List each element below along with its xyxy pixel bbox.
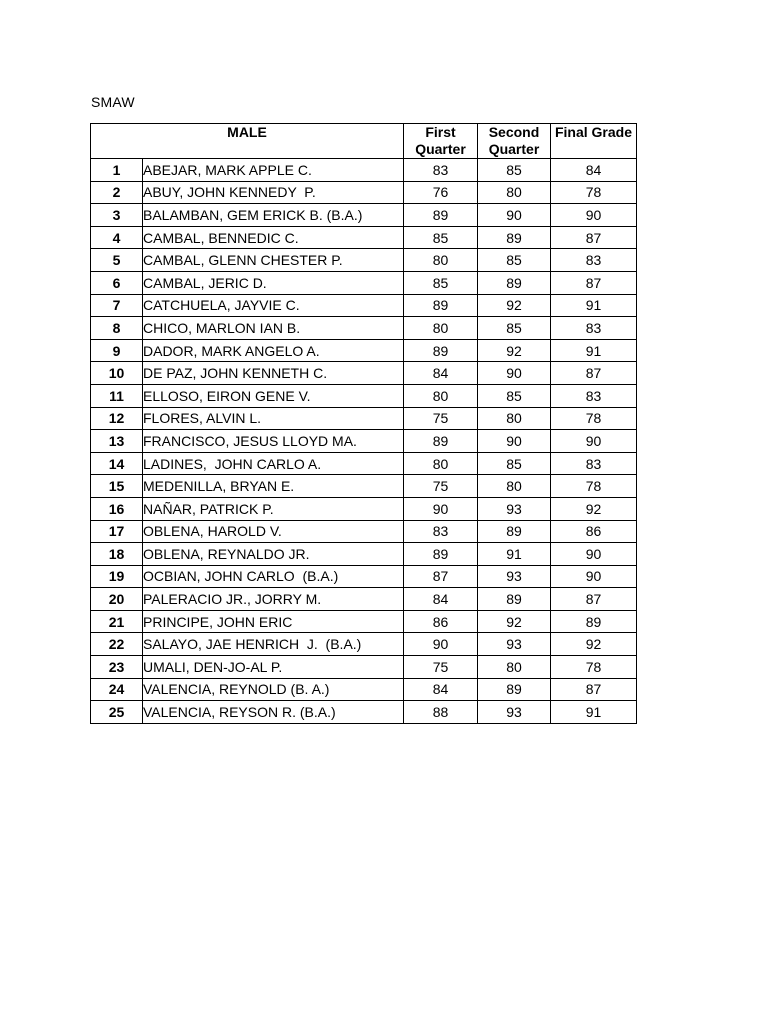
final-grade: 91 xyxy=(551,701,637,724)
grades-table xyxy=(90,123,637,724)
table-row xyxy=(91,362,637,385)
table-row xyxy=(91,430,637,453)
final-grade: 87 xyxy=(551,271,637,294)
row-number: 25 xyxy=(91,701,143,724)
grades-table-body xyxy=(91,159,637,724)
table-row xyxy=(91,159,637,182)
final-grade: 89 xyxy=(551,610,637,633)
table-row xyxy=(91,407,637,430)
table-row xyxy=(91,633,637,656)
first-quarter-grade: 83 xyxy=(404,159,478,182)
row-number: 14 xyxy=(91,452,143,475)
first-quarter-grade: 89 xyxy=(404,430,478,453)
row-number: 8 xyxy=(91,317,143,340)
header-second-quarter: Second Quarter xyxy=(478,124,551,159)
student-name: OCBIAN, JOHN CARLO (B.A.) xyxy=(143,565,404,588)
first-quarter-grade: 83 xyxy=(404,520,478,543)
table-row xyxy=(91,701,637,724)
table-row xyxy=(91,588,637,611)
final-grade: 87 xyxy=(551,588,637,611)
student-name: DE PAZ, JOHN KENNETH C. xyxy=(143,362,404,385)
second-quarter-grade: 92 xyxy=(478,339,551,362)
table-row xyxy=(91,249,637,272)
student-name: CAMBAL, JERIC D. xyxy=(143,271,404,294)
student-name: SALAYO, JAE HENRICH J. (B.A.) xyxy=(143,633,404,656)
header-first-quarter: First Quarter xyxy=(404,124,478,159)
row-number: 23 xyxy=(91,656,143,679)
row-number: 3 xyxy=(91,204,143,227)
final-grade: 78 xyxy=(551,656,637,679)
second-quarter-grade: 85 xyxy=(478,384,551,407)
table-row xyxy=(91,565,637,588)
first-quarter-grade: 88 xyxy=(404,701,478,724)
table-row xyxy=(91,339,637,362)
student-name: OBLENA, REYNALDO JR. xyxy=(143,543,404,566)
first-quarter-grade: 84 xyxy=(404,588,478,611)
student-name: DADOR, MARK ANGELO A. xyxy=(143,339,404,362)
table-row xyxy=(91,656,637,679)
row-number: 19 xyxy=(91,565,143,588)
final-grade: 90 xyxy=(551,543,637,566)
table-row xyxy=(91,294,637,317)
second-quarter-grade: 92 xyxy=(478,610,551,633)
first-quarter-grade: 84 xyxy=(404,362,478,385)
second-quarter-grade: 93 xyxy=(478,497,551,520)
first-quarter-grade: 75 xyxy=(404,475,478,498)
student-name: ABEJAR, MARK APPLE C. xyxy=(143,159,404,182)
final-grade: 91 xyxy=(551,294,637,317)
student-name: CATCHUELA, JAYVIE C. xyxy=(143,294,404,317)
row-number: 20 xyxy=(91,588,143,611)
final-grade: 87 xyxy=(551,362,637,385)
student-name: MEDENILLA, BRYAN E. xyxy=(143,475,404,498)
row-number: 5 xyxy=(91,249,143,272)
first-quarter-grade: 89 xyxy=(404,339,478,362)
second-quarter-grade: 80 xyxy=(478,656,551,679)
table-row xyxy=(91,317,637,340)
student-name: PALERACIO JR., JORRY M. xyxy=(143,588,404,611)
first-quarter-grade: 80 xyxy=(404,317,478,340)
second-quarter-grade: 93 xyxy=(478,565,551,588)
second-quarter-grade: 85 xyxy=(478,317,551,340)
row-number: 1 xyxy=(91,159,143,182)
row-number: 9 xyxy=(91,339,143,362)
second-quarter-grade: 89 xyxy=(478,520,551,543)
second-quarter-grade: 89 xyxy=(478,226,551,249)
first-quarter-grade: 76 xyxy=(404,181,478,204)
second-quarter-grade: 80 xyxy=(478,407,551,430)
second-quarter-grade: 92 xyxy=(478,294,551,317)
document-title: SMAW xyxy=(91,94,135,110)
header-row xyxy=(91,124,637,159)
second-quarter-grade: 93 xyxy=(478,633,551,656)
first-quarter-grade: 85 xyxy=(404,226,478,249)
final-grade: 91 xyxy=(551,339,637,362)
student-name: VALENCIA, REYSON R. (B.A.) xyxy=(143,701,404,724)
final-grade: 87 xyxy=(551,678,637,701)
final-grade: 90 xyxy=(551,204,637,227)
student-name: UMALI, DEN-JO-AL P. xyxy=(143,656,404,679)
final-grade: 90 xyxy=(551,565,637,588)
row-number: 4 xyxy=(91,226,143,249)
student-name: ELLOSO, EIRON GENE V. xyxy=(143,384,404,407)
second-quarter-grade: 90 xyxy=(478,430,551,453)
table-row xyxy=(91,610,637,633)
first-quarter-grade: 90 xyxy=(404,633,478,656)
student-name: BALAMBAN, GEM ERICK B. (B.A.) xyxy=(143,204,404,227)
final-grade: 92 xyxy=(551,497,637,520)
table-row xyxy=(91,226,637,249)
row-number: 24 xyxy=(91,678,143,701)
student-name: CAMBAL, BENNEDIC C. xyxy=(143,226,404,249)
row-number: 6 xyxy=(91,271,143,294)
table-row xyxy=(91,271,637,294)
second-quarter-grade: 80 xyxy=(478,181,551,204)
student-name: ABUY, JOHN KENNEDY P. xyxy=(143,181,404,204)
final-grade: 83 xyxy=(551,249,637,272)
final-grade: 83 xyxy=(551,317,637,340)
final-grade: 87 xyxy=(551,226,637,249)
first-quarter-grade: 84 xyxy=(404,678,478,701)
table-row xyxy=(91,497,637,520)
student-name: LADINES, JOHN CARLO A. xyxy=(143,452,404,475)
row-number: 11 xyxy=(91,384,143,407)
final-grade: 83 xyxy=(551,452,637,475)
second-quarter-grade: 85 xyxy=(478,249,551,272)
row-number: 7 xyxy=(91,294,143,317)
student-name: OBLENA, HAROLD V. xyxy=(143,520,404,543)
final-grade: 83 xyxy=(551,384,637,407)
first-quarter-grade: 87 xyxy=(404,565,478,588)
row-number: 2 xyxy=(91,181,143,204)
first-quarter-grade: 90 xyxy=(404,497,478,520)
second-quarter-grade: 93 xyxy=(478,701,551,724)
table-row xyxy=(91,520,637,543)
first-quarter-grade: 86 xyxy=(404,610,478,633)
first-quarter-grade: 75 xyxy=(404,407,478,430)
table-row xyxy=(91,678,637,701)
final-grade: 90 xyxy=(551,430,637,453)
table-row xyxy=(91,384,637,407)
second-quarter-grade: 89 xyxy=(478,678,551,701)
row-number: 22 xyxy=(91,633,143,656)
row-number: 10 xyxy=(91,362,143,385)
first-quarter-grade: 80 xyxy=(404,452,478,475)
table-row xyxy=(91,204,637,227)
table-row xyxy=(91,543,637,566)
first-quarter-grade: 89 xyxy=(404,204,478,227)
header-male: MALE xyxy=(91,124,404,159)
second-quarter-grade: 85 xyxy=(478,452,551,475)
row-number: 17 xyxy=(91,520,143,543)
row-number: 18 xyxy=(91,543,143,566)
second-quarter-grade: 90 xyxy=(478,362,551,385)
row-number: 15 xyxy=(91,475,143,498)
table-row xyxy=(91,475,637,498)
first-quarter-grade: 80 xyxy=(404,249,478,272)
student-name: PRINCIPE, JOHN ERIC xyxy=(143,610,404,633)
second-quarter-grade: 89 xyxy=(478,588,551,611)
student-name: FRANCISCO, JESUS LLOYD MA. xyxy=(143,430,404,453)
header-final-grade: Final Grade xyxy=(551,124,637,159)
final-grade: 78 xyxy=(551,407,637,430)
row-number: 13 xyxy=(91,430,143,453)
first-quarter-grade: 75 xyxy=(404,656,478,679)
first-quarter-grade: 89 xyxy=(404,543,478,566)
second-quarter-grade: 90 xyxy=(478,204,551,227)
second-quarter-grade: 91 xyxy=(478,543,551,566)
student-name: NAÑAR, PATRICK P. xyxy=(143,497,404,520)
table-row xyxy=(91,452,637,475)
student-name: CHICO, MARLON IAN B. xyxy=(143,317,404,340)
second-quarter-grade: 89 xyxy=(478,271,551,294)
student-name: VALENCIA, REYNOLD (B. A.) xyxy=(143,678,404,701)
student-name: FLORES, ALVIN L. xyxy=(143,407,404,430)
second-quarter-grade: 80 xyxy=(478,475,551,498)
row-number: 12 xyxy=(91,407,143,430)
final-grade: 78 xyxy=(551,181,637,204)
final-grade: 78 xyxy=(551,475,637,498)
final-grade: 92 xyxy=(551,633,637,656)
table-row xyxy=(91,181,637,204)
first-quarter-grade: 89 xyxy=(404,294,478,317)
first-quarter-grade: 85 xyxy=(404,271,478,294)
second-quarter-grade: 85 xyxy=(478,159,551,182)
row-number: 16 xyxy=(91,497,143,520)
row-number: 21 xyxy=(91,610,143,633)
final-grade: 84 xyxy=(551,159,637,182)
grades-table-header xyxy=(91,124,637,159)
student-name: CAMBAL, GLENN CHESTER P. xyxy=(143,249,404,272)
first-quarter-grade: 80 xyxy=(404,384,478,407)
final-grade: 86 xyxy=(551,520,637,543)
